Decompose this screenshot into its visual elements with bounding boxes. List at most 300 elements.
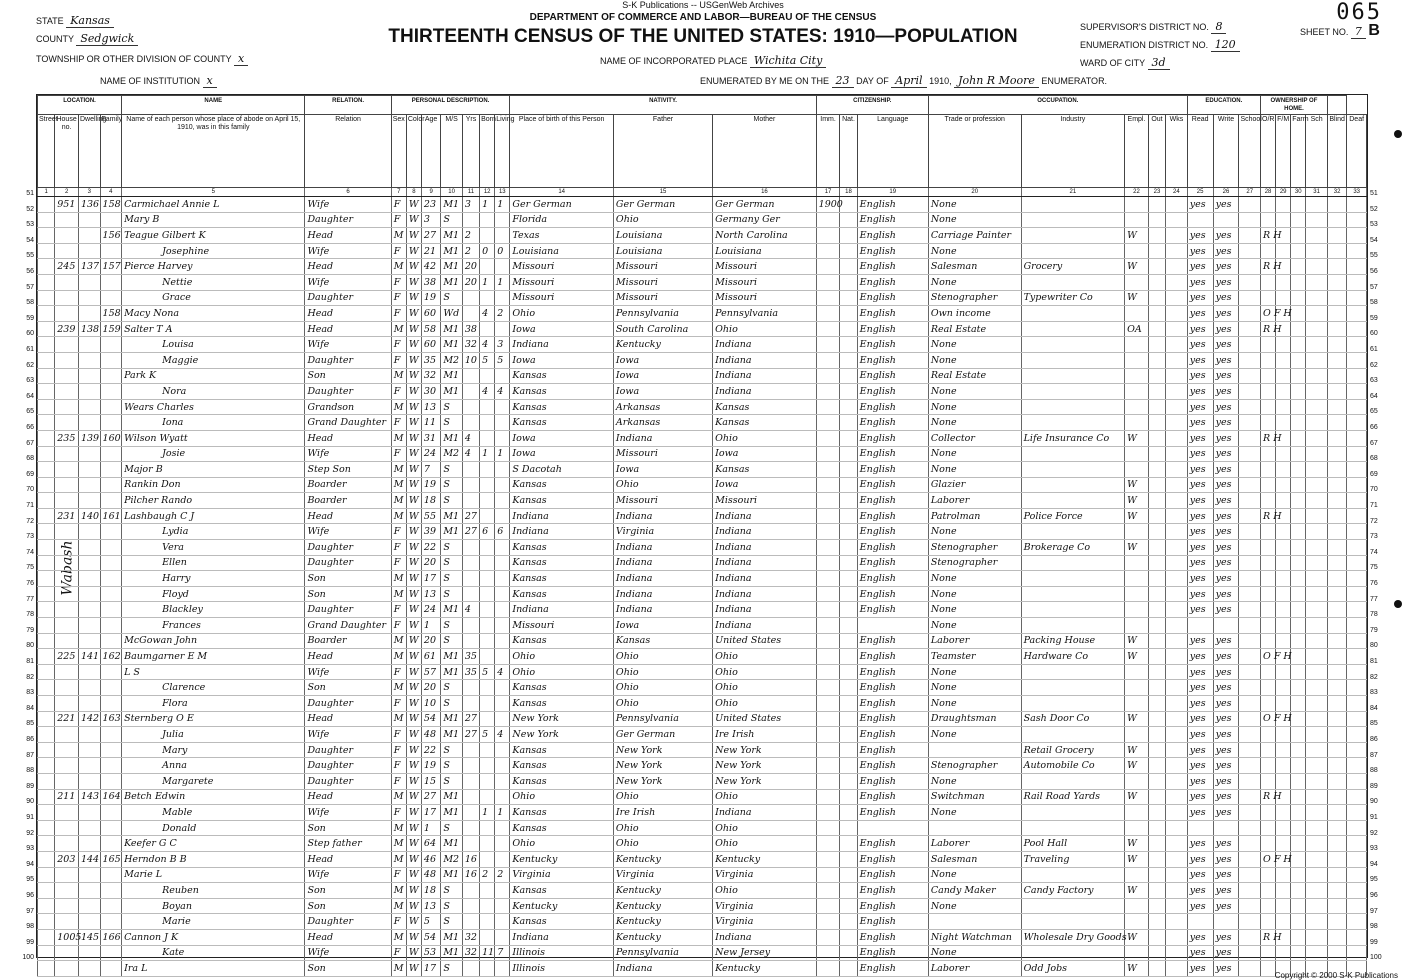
place-field: NAME OF INCORPORATED PLACE Wichita City (600, 54, 826, 67)
line-number: 80 (1370, 642, 1378, 650)
table-row (38, 680, 1367, 696)
cell-ms: S (441, 773, 463, 789)
cell-own (1261, 493, 1276, 509)
cell-empty (1306, 680, 1328, 696)
cell-ms: S (441, 477, 463, 493)
cell-dw (78, 446, 100, 462)
cell-rel: Wife (305, 805, 391, 821)
cell-imm (816, 836, 840, 852)
cell-house (55, 337, 79, 353)
cell-empty (1347, 883, 1367, 899)
cell-trade: Laborer (928, 836, 1021, 852)
cell-col: W (406, 586, 421, 602)
cell-born (480, 742, 495, 758)
column-number: 8 (406, 188, 421, 197)
cell-empty (1166, 399, 1188, 415)
cell-empty (1327, 742, 1346, 758)
line-number: 68 (26, 455, 34, 463)
cell-fam (100, 883, 122, 899)
cell-bp: Missouri (510, 259, 614, 275)
cell-empty (1306, 352, 1328, 368)
cell-sex: M (391, 493, 406, 509)
cell-ms: S (441, 399, 463, 415)
cell-born (480, 462, 495, 478)
cell-col: W (406, 711, 421, 727)
cell-born (480, 758, 495, 774)
cell-ind (1021, 415, 1125, 431)
cell-empty (1148, 836, 1165, 852)
cell-empty (840, 820, 857, 836)
cell-ms: M1 (441, 243, 463, 259)
cell-yrs (462, 571, 479, 587)
cell-imm (816, 524, 840, 540)
cell-lang: English (857, 742, 928, 758)
cell-empty (1291, 368, 1306, 384)
cell-rel: Son (305, 961, 391, 977)
cell-fbp: New York (613, 758, 712, 774)
cell-name: Clarence (122, 680, 305, 696)
cell-imm (816, 368, 840, 384)
cell-yrs: 32 (462, 337, 479, 353)
cell-sex: F (391, 618, 406, 634)
cell-read: yes (1187, 883, 1213, 899)
column-number: 27 (1239, 188, 1261, 197)
cell-empty (840, 696, 857, 712)
cell-ms: M1 (441, 228, 463, 244)
cell-ind: Automobile Co (1021, 758, 1125, 774)
cell-empty (1239, 415, 1261, 431)
cell-born (480, 321, 495, 337)
cell-empty (1347, 696, 1367, 712)
cell-own (1261, 602, 1276, 618)
cell-age: 20 (421, 680, 440, 696)
cell-empty (38, 649, 55, 665)
enumeration-district-field: ENUMERATION DISTRICT NO. 120 (1080, 38, 1240, 51)
line-number: 91 (1370, 814, 1378, 821)
cell-own (1261, 555, 1276, 571)
cell-own (1261, 758, 1276, 774)
cell-empty (1239, 462, 1261, 478)
cell-empty (1239, 618, 1261, 634)
cell-trade: Patrolman (928, 508, 1021, 524)
cell-house (55, 306, 79, 322)
cell-empty (1276, 212, 1291, 228)
cell-lang: English (857, 680, 928, 696)
cell-dw (78, 773, 100, 789)
cell-own: R H (1261, 259, 1276, 275)
cell-lang: English (857, 259, 928, 275)
cell-fam (100, 274, 122, 290)
cell-lang: English (857, 306, 928, 322)
line-number: 69 (26, 470, 34, 478)
cell-empty (38, 836, 55, 852)
cell-fam (100, 805, 122, 821)
cell-sex: M (391, 430, 406, 446)
cell-age: 39 (421, 524, 440, 540)
cell-empty (38, 711, 55, 727)
column-number: 18 (840, 188, 857, 197)
cell-rel: Daughter (305, 758, 391, 774)
cell-empty (840, 773, 857, 789)
cell-ind (1021, 337, 1125, 353)
cell-trade: Collector (928, 430, 1021, 446)
sheet-number: SHEET NO. 7 B (1300, 22, 1380, 39)
cell-emp (1125, 820, 1149, 836)
cell-empty (1166, 633, 1188, 649)
cell-emp (1125, 384, 1149, 400)
cell-empty (1327, 789, 1346, 805)
cell-born (480, 820, 495, 836)
cell-yrs: 32 (462, 929, 479, 945)
cell-empty (1148, 618, 1165, 634)
cell-born (480, 836, 495, 852)
cell-empty (38, 228, 55, 244)
cell-empty (1291, 898, 1306, 914)
cell-name: Harry (122, 571, 305, 587)
copyright: Copyright © 2000 S-K Publications (1274, 971, 1398, 980)
cell-sex: F (391, 664, 406, 680)
line-number: 79 (26, 626, 34, 634)
cell-empty (1291, 883, 1306, 899)
line-number: 58 (26, 299, 34, 307)
cell-house: 951 (55, 197, 79, 213)
cell-ms: M1 (441, 259, 463, 275)
cell-dw (78, 290, 100, 306)
cell-trade: Real Estate (928, 368, 1021, 384)
cell-yrs (462, 773, 479, 789)
cell-ms: M1 (441, 337, 463, 353)
table-row (38, 508, 1367, 524)
column-header: Born (480, 115, 495, 188)
cell-house (55, 727, 79, 743)
cell-read: yes (1187, 508, 1213, 524)
column-number: 22 (1125, 188, 1149, 197)
cell-empty (1166, 337, 1188, 353)
cell-col: W (406, 415, 421, 431)
cell-rel: Head (305, 430, 391, 446)
cell-ms: M1 (441, 524, 463, 540)
cell-empty (1306, 197, 1328, 213)
cell-empty (840, 680, 857, 696)
cell-emp (1125, 399, 1149, 415)
cell-empty (1148, 228, 1165, 244)
cell-read: yes (1187, 867, 1213, 883)
cell-empty (38, 197, 55, 213)
cell-bp: Ohio (510, 836, 614, 852)
cell-empty (1306, 337, 1328, 353)
cell-imm (816, 540, 840, 556)
cell-empty (1166, 898, 1188, 914)
cell-empty (840, 477, 857, 493)
cell-yrs: 2 (462, 243, 479, 259)
cell-empty (1239, 696, 1261, 712)
cell-empty (1166, 664, 1188, 680)
cell-bp: Illinois (510, 961, 614, 977)
cell-fbp: Ohio (613, 664, 712, 680)
cell-col: W (406, 384, 421, 400)
cell-fbp: Iowa (613, 384, 712, 400)
cell-empty (1148, 259, 1165, 275)
cell-trade: None (928, 352, 1021, 368)
cell-empty (1291, 524, 1306, 540)
cell-empty (1306, 945, 1328, 961)
cell-empty (1276, 664, 1291, 680)
cell-age: 22 (421, 742, 440, 758)
cell-rel: Head (305, 321, 391, 337)
cell-col: W (406, 524, 421, 540)
cell-empty (1276, 368, 1291, 384)
cell-empty (840, 727, 857, 743)
cell-empty (1239, 680, 1261, 696)
table-row (38, 306, 1367, 322)
cell-empty (1291, 633, 1306, 649)
cell-empty (840, 742, 857, 758)
column-header: Write (1213, 115, 1239, 188)
column-number: 4 (100, 188, 122, 197)
cell-imm (816, 773, 840, 789)
cell-bp: Kansas (510, 680, 614, 696)
cell-ms: M2 (441, 352, 463, 368)
cell-dw (78, 524, 100, 540)
cell-ind (1021, 368, 1125, 384)
cell-lang: English (857, 945, 928, 961)
cell-ind: Retail Grocery (1021, 742, 1125, 758)
cell-name: Wilson Wyatt (122, 430, 305, 446)
cell-empty (1148, 197, 1165, 213)
cell-empty (840, 586, 857, 602)
cell-house (55, 883, 79, 899)
cell-lang: English (857, 758, 928, 774)
cell-mbp: Indiana (713, 352, 817, 368)
cell-ind (1021, 680, 1125, 696)
cell-sex: M (391, 711, 406, 727)
cell-trade: Draughtsman (928, 711, 1021, 727)
cell-lang: English (857, 867, 928, 883)
cell-empty (1148, 368, 1165, 384)
cell-emp: OA (1125, 321, 1149, 337)
table-row (38, 337, 1367, 353)
cell-read: yes (1187, 274, 1213, 290)
cell-ind: Sash Door Co (1021, 711, 1125, 727)
line-number: 61 (26, 346, 34, 353)
cell-imm (816, 446, 840, 462)
cell-col: W (406, 851, 421, 867)
cell-liv: 7 (495, 945, 510, 961)
line-number: 89 (26, 782, 34, 790)
cell-empty (1239, 805, 1261, 821)
cell-liv (495, 742, 510, 758)
cell-empty (840, 805, 857, 821)
cell-house: 221 (55, 711, 79, 727)
cell-house (55, 477, 79, 493)
cell-write: yes (1213, 633, 1239, 649)
column-header: Trade or profession (928, 115, 1021, 188)
cell-emp: W (1125, 711, 1149, 727)
cell-empty (1327, 664, 1346, 680)
cell-fbp: Louisiana (613, 243, 712, 259)
line-number: 67 (1370, 439, 1378, 447)
cell-name: Marie (122, 914, 305, 930)
table-row (38, 197, 1367, 213)
cell-mbp: Pennsylvania (713, 306, 817, 322)
cell-own (1261, 368, 1276, 384)
cell-read (1187, 820, 1213, 836)
cell-ind (1021, 805, 1125, 821)
line-number: 90 (26, 798, 34, 806)
cell-empty (1239, 243, 1261, 259)
cell-ind (1021, 306, 1125, 322)
cell-fbp: Pennsylvania (613, 306, 712, 322)
cell-own: O F H (1261, 711, 1276, 727)
cell-trade: None (928, 945, 1021, 961)
cell-rel: Son (305, 883, 391, 899)
cell-empty (1347, 508, 1367, 524)
cell-mbp: Indiana (713, 805, 817, 821)
cell-born (480, 415, 495, 431)
cell-mbp: United States (713, 711, 817, 727)
cell-bp: Iowa (510, 352, 614, 368)
line-number: 51 (1370, 190, 1378, 197)
cell-emp: W (1125, 508, 1149, 524)
line-number: 74 (26, 548, 34, 556)
cell-ms: M1 (441, 430, 463, 446)
table-row (38, 851, 1367, 867)
cell-empty (1306, 836, 1328, 852)
cell-col: W (406, 664, 421, 680)
cell-fam (100, 945, 122, 961)
cell-empty (1166, 290, 1188, 306)
cell-own (1261, 415, 1276, 431)
cell-emp (1125, 446, 1149, 462)
table-row (38, 649, 1367, 665)
cell-house (55, 914, 79, 930)
cell-empty (1306, 633, 1328, 649)
cell-read: yes (1187, 805, 1213, 821)
cell-empty (1166, 820, 1188, 836)
cell-name: Frances (122, 618, 305, 634)
cell-name: Maggie (122, 352, 305, 368)
cell-house (55, 243, 79, 259)
cell-dw (78, 555, 100, 571)
cell-dw (78, 384, 100, 400)
cell-liv: 4 (495, 727, 510, 743)
group-nativity: NATIVITY. (510, 96, 816, 115)
cell-empty (1276, 914, 1291, 930)
cell-write: yes (1213, 290, 1239, 306)
cell-trade (928, 914, 1021, 930)
cell-imm (816, 352, 840, 368)
cell-empty (1291, 555, 1306, 571)
cell-age: 55 (421, 508, 440, 524)
cell-empty (1239, 384, 1261, 400)
cell-empty (1239, 399, 1261, 415)
cell-dw (78, 805, 100, 821)
cell-read: yes (1187, 680, 1213, 696)
group-ownership: OWNERSHIP OF HOME. (1261, 96, 1328, 115)
cell-ms: S (441, 914, 463, 930)
cell-name: Nettie (122, 274, 305, 290)
cell-empty (1276, 477, 1291, 493)
cell-liv (495, 618, 510, 634)
cell-empty (1327, 446, 1346, 462)
cell-empty (1291, 664, 1306, 680)
cell-empty (1276, 836, 1291, 852)
cell-born: 5 (480, 352, 495, 368)
cell-empty (1166, 789, 1188, 805)
cell-empty (840, 493, 857, 509)
cell-empty (1327, 649, 1346, 665)
cell-empty (1239, 274, 1261, 290)
cell-empty (840, 399, 857, 415)
cell-write: yes (1213, 758, 1239, 774)
cell-liv (495, 649, 510, 665)
line-number: 96 (1370, 892, 1378, 899)
column-header: House no. (55, 115, 79, 188)
cell-own (1261, 883, 1276, 899)
cell-liv (495, 586, 510, 602)
cell-rel: Son (305, 820, 391, 836)
cell-born (480, 212, 495, 228)
cell-emp (1125, 867, 1149, 883)
cell-fam (100, 337, 122, 353)
cell-empty (1148, 742, 1165, 758)
cell-trade: Stenographer (928, 555, 1021, 571)
line-number: 58 (1370, 299, 1378, 307)
cell-ind: Candy Factory (1021, 883, 1125, 899)
cell-read: yes (1187, 602, 1213, 618)
cell-write: yes (1213, 337, 1239, 353)
cell-born (480, 649, 495, 665)
cell-imm (816, 727, 840, 743)
column-number: 2 (55, 188, 79, 197)
cell-name: Ellen (122, 555, 305, 571)
cell-trade: Switchman (928, 789, 1021, 805)
cell-read: yes (1187, 727, 1213, 743)
line-number: 99 (1370, 938, 1378, 946)
line-number: 65 (1370, 408, 1378, 416)
cell-empty (1239, 197, 1261, 213)
cell-emp: W (1125, 228, 1149, 244)
column-header: Sch (1306, 115, 1328, 188)
cell-born: 11 (480, 945, 495, 961)
cell-fbp: Indiana (613, 555, 712, 571)
cell-fam (100, 961, 122, 977)
cell-liv (495, 399, 510, 415)
cell-lang: English (857, 555, 928, 571)
cell-ms: M1 (441, 789, 463, 805)
cell-empty (1306, 571, 1328, 587)
cell-born (480, 259, 495, 275)
cell-rel: Head (305, 929, 391, 945)
cell-ind: Grocery (1021, 259, 1125, 275)
cell-bp: Ger German (510, 197, 614, 213)
cell-read: yes (1187, 415, 1213, 431)
cell-ms: M2 (441, 446, 463, 462)
cell-write: yes (1213, 540, 1239, 556)
cell-empty (1347, 929, 1367, 945)
cell-mbp: Ire Irish (713, 727, 817, 743)
column-number: 21 (1021, 188, 1125, 197)
cell-col: W (406, 867, 421, 883)
cell-fam (100, 820, 122, 836)
column-header: Empl. (1125, 115, 1149, 188)
cell-empty (1347, 789, 1367, 805)
cell-col: W (406, 493, 421, 509)
cell-imm (816, 228, 840, 244)
cell-imm (816, 696, 840, 712)
cell-sex: F (391, 290, 406, 306)
table-row (38, 711, 1367, 727)
